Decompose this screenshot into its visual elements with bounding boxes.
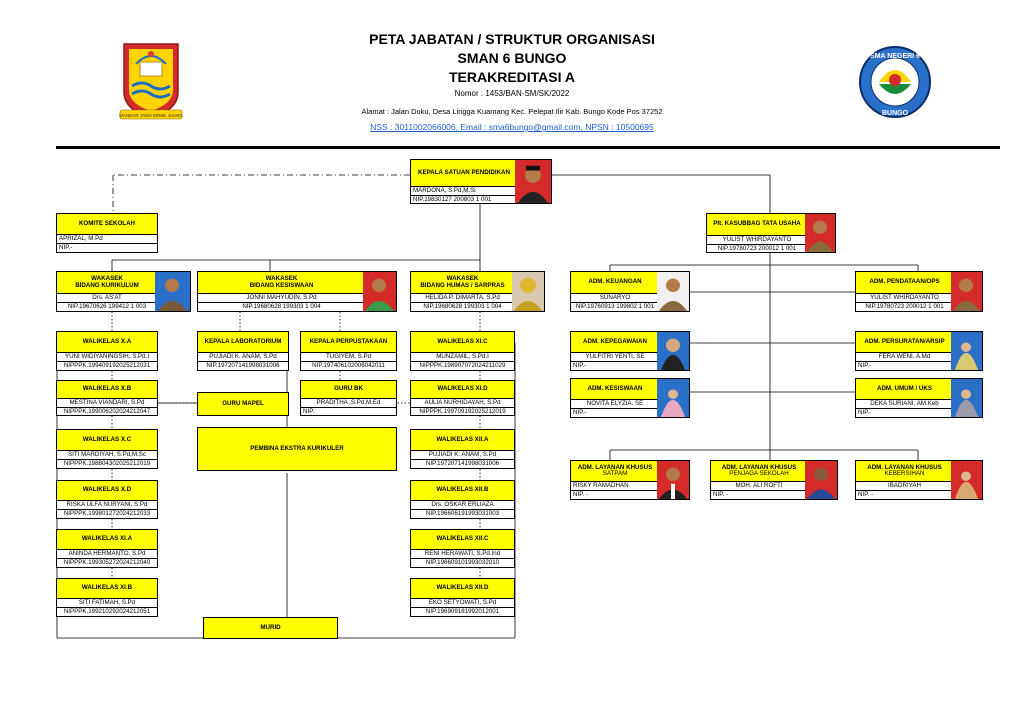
box-nip: NIP.- (573, 409, 587, 417)
box-name: APRIZAL, M.Pd (57, 235, 157, 244)
box-name: Drs. OSKAR ERLIAZA (411, 501, 514, 510)
box-name: DEKA SURIANI, AM.Keb (856, 400, 953, 409)
box-adm-persuratan (855, 331, 983, 371)
box-name: SITI MARDIYAH, S.Pd,M.Sc (57, 451, 157, 460)
title-line: ADM. LAYANAN KHUSUS (867, 463, 942, 471)
title-line: KEBERSIHAN (884, 470, 925, 477)
box-wali-xia (56, 529, 158, 568)
box-wali-xid (410, 380, 515, 416)
box-nip: NIP.- (573, 362, 587, 370)
title-line: ADM. LAYANAN KHUSUS (577, 463, 653, 471)
photo-avatar (805, 214, 835, 252)
box-nip: NIPPPK.199801272024212033 (63, 510, 151, 518)
school-logo (852, 44, 938, 120)
nomor-text: Nomor : 1453/BAN-SM/SK/2022 (454, 89, 570, 98)
box-nip: NIP.19670626 199412 1 003 (67, 303, 147, 311)
box-title: ADM. KESISWAAN (571, 379, 659, 400)
contact-link[interactable]: NSS : 3011002066006, Email : sma6bungo@gmail.com, NPSN : 10500695 (370, 122, 654, 132)
box-nip: NIP.196909181992012001 (425, 608, 500, 616)
box-title: WALIKELAS X.D (57, 481, 157, 501)
box-wali-xiid (410, 578, 515, 617)
box-nip: NIP. - (858, 491, 874, 499)
box-wali-xib (56, 578, 158, 617)
box-title: ADM. KEPEGAWAIAN (571, 332, 659, 353)
box-guru-bk (300, 380, 397, 416)
box-title: ADM. PENDATAAN/OPS (856, 272, 953, 294)
box-wk-humas (410, 271, 545, 312)
box-name: SUNARYO (571, 294, 659, 303)
box-nip: NIP.19780723 200012 1 001 (717, 245, 797, 253)
box-title: WALIKELAS XII.A (411, 430, 514, 451)
box-title (571, 461, 659, 482)
box-ekstra: PEMBINA EKSTRA KURIKULER (197, 427, 397, 471)
box-wali-xa (56, 331, 158, 371)
box-adm-pendataan (855, 271, 983, 312)
photo-avatar (515, 160, 551, 203)
box-name: MOH. ALI ROFTI (711, 482, 807, 491)
box-name: NOVITA ELYZIA, SE (571, 400, 659, 409)
box-title: ADM. KEUANGAN (571, 272, 659, 294)
box-wk-kesiswaan (197, 271, 397, 312)
box-nip: NIPPPK.198804302025212019 (63, 460, 151, 468)
box-nip: NIP.- (858, 409, 872, 417)
box-nip: NIPPPK.199305272024212040 (63, 559, 151, 567)
box-lk-penjaga (710, 460, 838, 500)
box-title: WALIKELAS X.A (57, 332, 157, 353)
box-name: YUNI WIDIYANINGSIH, S.Pd.I (57, 353, 157, 362)
box-title: KEPALA SATUAN PENDIDIKAN (411, 160, 517, 187)
photo-avatar (805, 461, 837, 499)
photo-avatar (363, 272, 396, 311)
box-nip: NIP.197207141998031006 (425, 460, 500, 468)
title-line: BIDANG HUMAS / SARPRAS (420, 281, 505, 289)
box-kepsek (410, 159, 552, 204)
box-title: ADM. UMUM / UKS (856, 379, 953, 400)
box-title: KEPALA PERPUSTAKAAN (301, 332, 396, 353)
box-nip: NIP. (303, 408, 315, 416)
page-title: PETA JABATAN / STRUKTUR ORGANISASI (369, 31, 655, 47)
box-title: KOMITE SEKOLAH (57, 214, 157, 235)
box-title (198, 272, 365, 294)
logo-text-top: SMA NEGERI 6 (870, 53, 920, 60)
box-wali-xiib (410, 480, 515, 519)
box-lk-satpam (570, 460, 690, 500)
box-title: ADM. PERSURATAN/ARSIP (856, 332, 953, 353)
box-nip: NIP. - (573, 491, 589, 499)
box-name: RENI HERAWATI, S.Pd.Ind (411, 550, 514, 559)
header-rule (56, 146, 1000, 149)
box-name: IBADRIYAH (856, 482, 953, 491)
box-wali-xc (56, 429, 158, 469)
box-name: MARDONA, S.Pd,M.Si (411, 187, 517, 196)
box-nip: NIP.197207141998031006 (206, 362, 280, 370)
box-title: WALIKELAS X.B (57, 381, 157, 399)
box-title (57, 272, 157, 294)
box-name: AULIA NURHIDAYAH, S.Pd (411, 399, 514, 408)
box-nip: NIPPPK.199210292024212051 (63, 608, 151, 616)
title-line: BIDANG KURIKULUM (75, 281, 139, 289)
box-lk-kebersihan (855, 460, 983, 500)
box-title: WALIKELAS XII.D (411, 579, 514, 599)
photo-avatar (951, 272, 982, 311)
box-kep-perpus (300, 331, 397, 371)
box-title (711, 461, 807, 482)
box-title (856, 461, 953, 482)
photo-avatar (155, 272, 190, 311)
photo-avatar (512, 272, 544, 311)
box-adm-kepegawaian (570, 331, 690, 371)
box-nip: NIP.19680628 199303 1 004 (242, 303, 321, 311)
province-logo (118, 40, 184, 124)
box-wali-xd (56, 480, 158, 519)
box-name: PRADITHA ,S.Pd,M.Ed (301, 399, 396, 408)
box-name: TUGIYEM, S.Pd (301, 353, 396, 362)
box-title: WALIKELAS XI.A (57, 530, 157, 550)
box-kep-lab (197, 331, 289, 371)
box-nip: NIP.19760913 199802 1 001 (575, 303, 655, 311)
accreditation: TERAKREDITASI A (449, 69, 575, 85)
box-nip: NIP.197406102006042011 (312, 362, 385, 370)
title-line: ADM. LAYANAN KHUSUS (721, 463, 797, 471)
box-name: MUNZAMIL, S.Pd.I (411, 353, 514, 362)
box-nip: NIPPPK.199409192025212031 (63, 362, 151, 370)
box-name: ANINDA HERMANTO, S.Pd (57, 550, 157, 559)
box-nip: NIP.19680628 199303 1 004 (423, 303, 502, 311)
photo-avatar (657, 379, 689, 417)
photo-avatar (657, 461, 689, 499)
box-name: Drs. AS'AT (57, 294, 157, 303)
box-name: MESTINA VIANDARI, S.Pd (57, 399, 157, 408)
box-title: KEPALA LABORATORIUM (198, 332, 288, 353)
school-name: SMAN 6 BUNGO (457, 50, 567, 66)
box-name: SITI FATIMAH, S.Pd (57, 599, 157, 608)
box-name: YULFITRI YENTI, SE (571, 353, 659, 362)
title-line: PENJAGA SEKOLAH (729, 470, 789, 477)
box-title: Plt. KASUBBAG TATA USAHA (707, 214, 807, 236)
box-title: WALIKELAS XI.D (411, 381, 514, 399)
title-line: SATPAM (602, 470, 628, 477)
box-name: HELIDA P. DIMARTA, S.Pd (411, 294, 514, 303)
box-name: YULIST WHIRDAYANTO (856, 294, 953, 303)
box-adm-kesiswaan (570, 378, 690, 418)
box-name: YULIST WHIRDAYANTO (707, 236, 807, 245)
box-nip: NIP.- (59, 244, 73, 252)
box-title (411, 272, 514, 294)
box-wali-xb (56, 380, 158, 416)
box-nip: NIP.19830127 200803 1 001 (413, 196, 492, 204)
title-line: WAKASEK (265, 275, 298, 283)
box-title: WALIKELAS X.C (57, 430, 157, 451)
title-line: BIDANG KESISWAAN (249, 281, 314, 289)
box-nip: NIP.196609101993032010 (425, 559, 500, 567)
box-name: PUJIADI K. ANAM, S.Pd (411, 451, 514, 460)
box-name: FERA WENI, A.Md (856, 353, 953, 362)
box-nip: NIPPPK.198907072024211029 (419, 362, 506, 370)
box-nip: NIP.- (858, 362, 872, 370)
box-wali-xiia (410, 429, 515, 469)
box-title: WALIKELAS XII.C (411, 530, 514, 550)
box-nip: NIP.19780723 200012 1 001 (865, 303, 944, 311)
logo-text-bottom: BUNGO (881, 110, 909, 117)
box-title: WALIKELAS XI.C (411, 332, 514, 353)
box-wali-xic (410, 331, 515, 371)
photo-avatar (657, 272, 689, 311)
box-murid: MURID (203, 617, 338, 639)
box-wali-xiic (410, 529, 515, 568)
box-adm-keuangan (570, 271, 690, 312)
logo-banner-text: MANDAR JANN DEMIL JUANG (119, 113, 183, 118)
address-text: Alamat : Jalan Duku, Desa Lingga Kuamang Kec. Pelepat Ilir Kab. Bungo Kode Pos 37252 (361, 107, 663, 116)
photo-avatar (951, 379, 982, 417)
box-name: RISKA ULFA NURYANI, S.Pd (57, 501, 157, 510)
box-title: WALIKELAS XI.B (57, 579, 157, 599)
box-title: WALIKELAS XII.B (411, 481, 514, 501)
box-name: JONNI MAHYUDIN, S.Pd (198, 294, 365, 303)
box-name: RISKY RAMADHAN (571, 482, 659, 491)
photo-avatar (951, 461, 982, 499)
photo-avatar (657, 332, 689, 370)
title-line: WAKASEK (446, 275, 479, 283)
box-title: GURU BK (301, 381, 396, 399)
box-wk-kurikulum (56, 271, 191, 312)
box-adm-umum (855, 378, 983, 418)
box-komite (56, 213, 158, 253)
box-nip: NIPPPK.199709192025212019 (419, 408, 506, 416)
photo-avatar (951, 332, 982, 370)
box-nip: NIPPPK.199006202024212047 (63, 408, 151, 416)
title-line: WAKASEK (91, 275, 123, 283)
box-guru-mapel: GURU MAPEL (197, 392, 289, 416)
box-name: EKO SETYOWATI, S.Pd (411, 599, 514, 608)
box-name: PUJIADI K. ANAM, S.Pd (198, 353, 288, 362)
box-kasubbag (706, 213, 836, 253)
box-nip: NIP. - (713, 491, 729, 499)
box-nip: NIP.196606191993031003 (425, 510, 500, 518)
